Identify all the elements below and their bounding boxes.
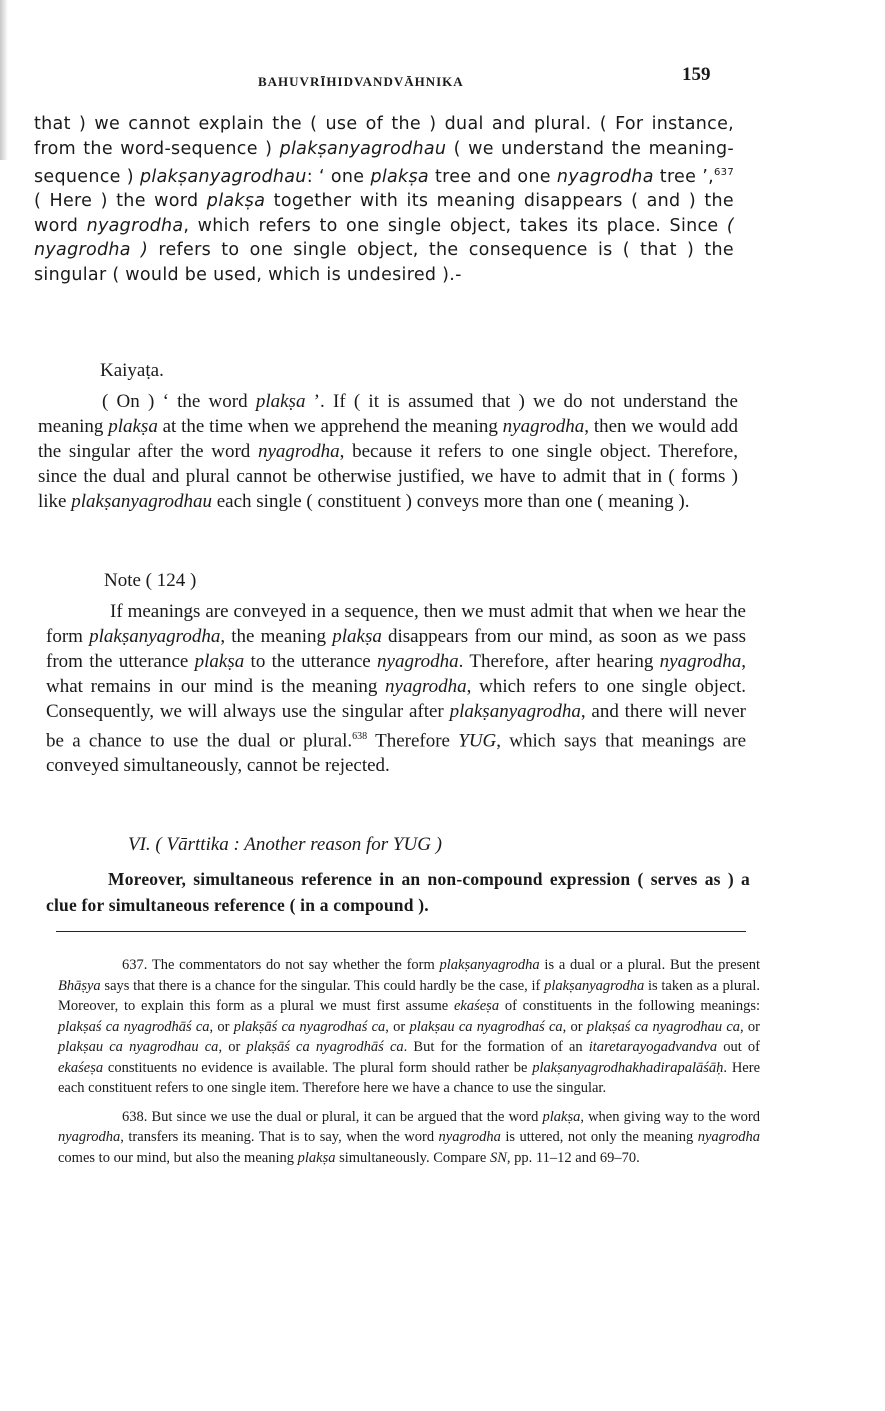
page-edge-shadow: [0, 0, 8, 160]
note-heading: Note ( 124 ): [104, 570, 197, 591]
footnote-638: 638. But since we use the dual or plural, it can be argued that the word plakṣa, when giving way to the word nyagrodha, transfers its meaning. That is to say, when the word nyagrodha is uttered, not only the meaning nyagrodha comes to our mind, but also the meaning plakṣa simultaneously. Compare SN, pp. 11–12 and 69–70.: [58, 1108, 760, 1166]
footnote-637: 637. The commentators do not say whether the form plakṣanyagrodha is a dual or a plural. But the present Bhāṣya says that there is a chance for the singular. This could hardly be the case, if plakṣanyagrodha is taken as a plural. Moreover, to explain this form as a plural we must first assume ekaśeṣa of constituents in the following meanings: plakṣaś ca nyagrodhāś ca, or plakṣāś ca nyagrodhaś ca, or plakṣau ca nyagrodhaś ca, or plakṣaś ca nyagrodhau ca, or plakṣau ca nyagrodhau ca, or plakṣāś ca nyagrodhāś ca. But for the formation of an itaretarayogadvandva out of ekaśeṣa constituents no evidence is available. The plural form should rather be plakṣanyagrodhakhadirapalāśāḥ. Here each constituent refers to one single item. Therefore here we have a chance to use the singular.: [58, 957, 760, 1096]
varttika-text: Moreover, simultaneous reference in an non-compound expression ( serves as ) a clue for simultaneous reference ( in a compound ).: [46, 869, 750, 915]
footnote-ref-638: 638: [352, 731, 368, 742]
footnote-divider: [56, 931, 746, 932]
bhasya-continuation: [34, 112, 734, 287]
varttika-title: VI. ( Vārttika : Another reason for YUG ): [128, 834, 443, 855]
footnote-ref-637: 637: [714, 167, 734, 178]
bhasya-paragraph: that ) we cannot explain the ( use of the ) dual and plural. ( For instance, from the word-sequence ) plakṣanyagrodhau ( we understand the meaning-sequence ) plakṣanyagrodhau: ‘ one plakṣa tree and one nyagrodha tree ’,$^{637}$ ( Here ) the word plakṣa together with its meaning disappears ( and ) the word nyagrodha, which refers to one single object, takes its place. Since ( nyagrodha ) refers to one single object, the consequence is ( that ) the singular ( would be used, which is undesired ).-: [34, 114, 734, 285]
kaiyata-heading: Kaiyaṭa.: [100, 360, 164, 381]
note-section: [46, 570, 746, 778]
note-paragraph: If meanings are conveyed in a sequence, then we must admit that when we hear the form plakṣanyagrodha, the meaning plakṣa disappears from our mind, as soon as we pass from the utterance plakṣa to the utterance nyagrodha. Therefore, after hearing nyagrodha, what remains in our mind is the meaning nyagrodha, which refers to one single object. Consequently, we will always use the singular after plakṣanyagrodha, and there will never be a chance to use the dual or plural.$^{638}$ Therefore YUG, which says that meanings are conveyed simultaneously, cannot be rejected.: [46, 601, 747, 777]
kaiyata-section: [38, 360, 738, 514]
running-head: BAHUVRĪHIDVANDVĀHNIKA: [258, 74, 464, 89]
footnotes: [58, 955, 760, 1168]
page-number: 159: [682, 64, 711, 85]
kaiyata-paragraph: ( On ) ‘ the word plakṣa ’. If ( it is assumed that ) we do not understand the meaning plakṣa at the time when we apprehend the meaning nyagrodha, then we would add the singular after the word nyagrodha, because it refers to one single object. Therefore, since the dual and plural cannot be otherwise justified, we have to admit that in ( forms ) like plakṣanyagrodhau each single ( constituent ) conveys more than one ( meaning ).: [38, 391, 738, 512]
varttika-section: [46, 834, 750, 918]
